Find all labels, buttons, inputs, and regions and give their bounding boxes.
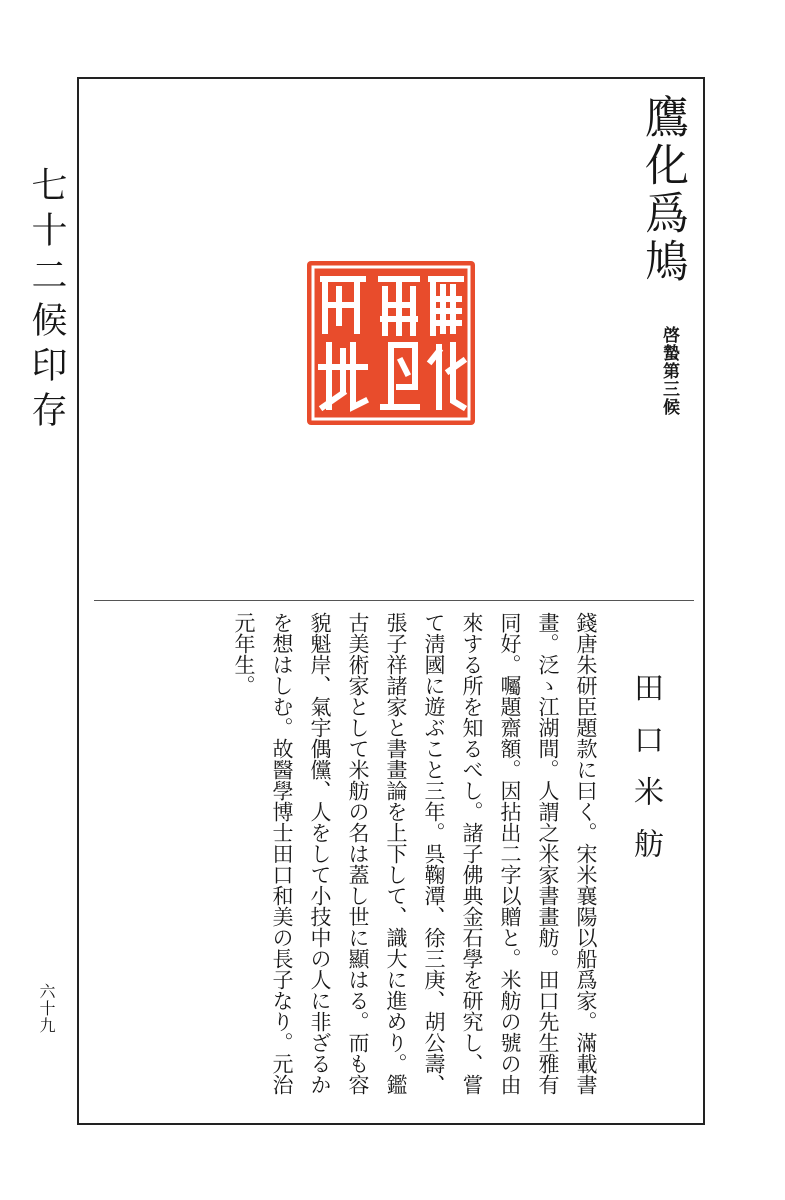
artist-name: 田口米舫 [628,672,663,880]
seal-impression [307,261,475,425]
book-title: 七十二候印存 [26,166,67,436]
section-divider [94,600,694,601]
seal-title: 鷹化爲鳩 [637,94,688,286]
biography-paragraph: 錢唐朱研臣題款に曰く。宋米襄陽以船爲家。滿載書畫。泛ゝ江湖間。人謂之米家書畫舫。田口先生雅有同好。囑題齋額。因拈出二字以贈と。米舫の號の由來する所を知るべし。諸子佛典金石學を研究し、嘗て淸國に遊ぶこと三年。呉鞠潭、徐三庚、胡公壽、張子祥諸家と書畫論を上下して、識大に進めり。鑑古美術家として米舫の名は蓋し世に顯はる。而も容貌魁岸、氣宇偶儻、人をして小技中の人に非ざるかを想はしむ。故醫學博士田口和美の長子なり。元治元年生。 [232,612,598,1095]
page-number: 六十九 [37,983,56,1034]
seal-source: 啓蟄第三候 [659,326,679,416]
seal-stamp [307,261,475,425]
biography-text [225,612,605,1112]
